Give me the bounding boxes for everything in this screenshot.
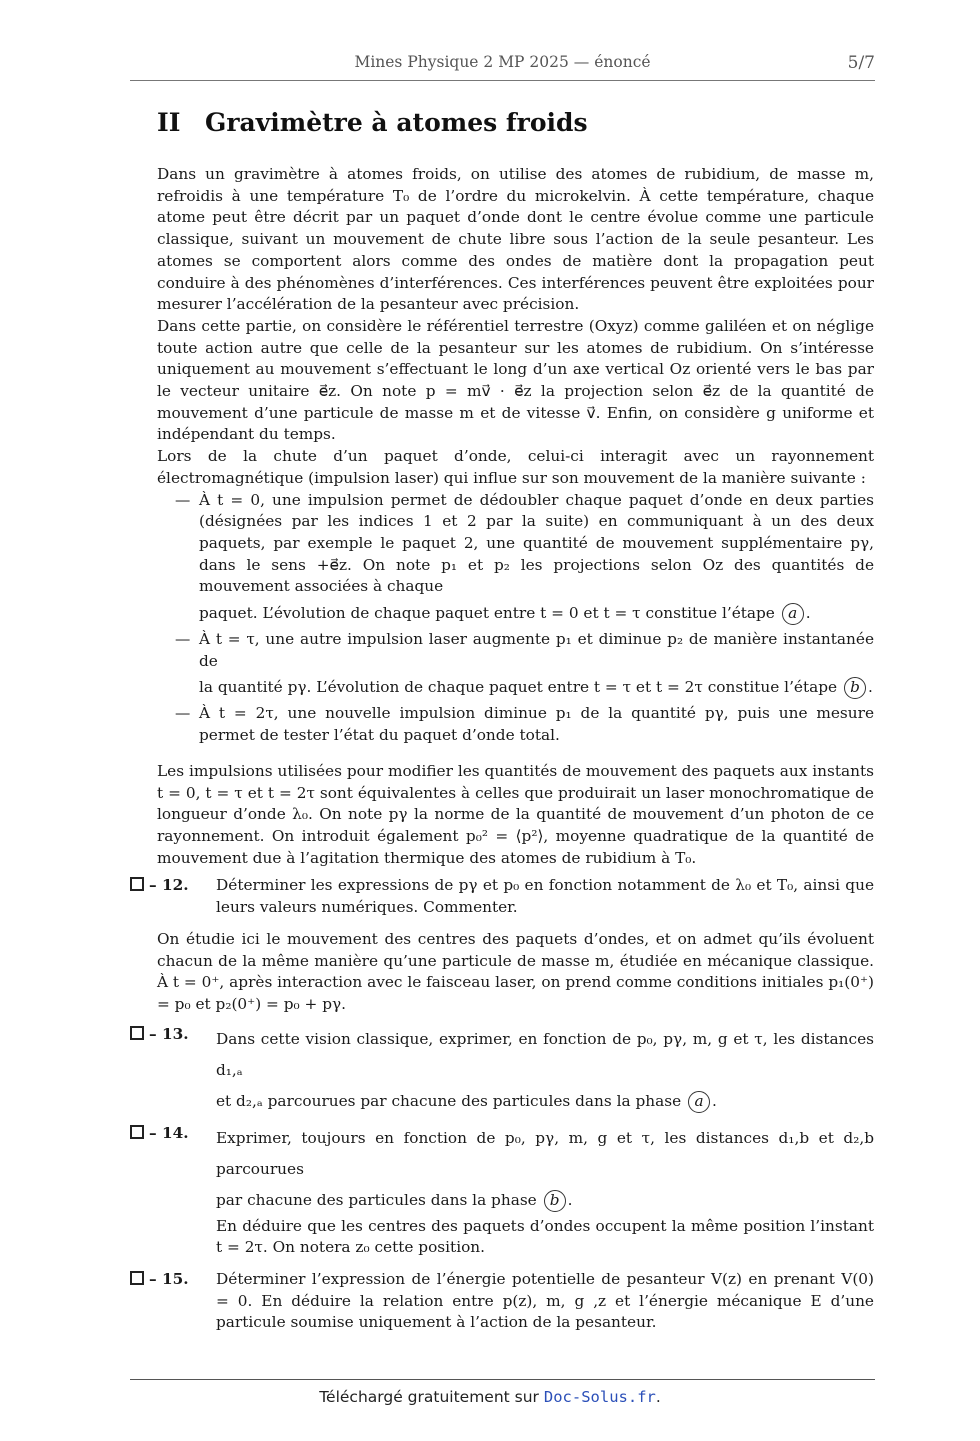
checkbox-icon <box>130 877 144 891</box>
paragraph: Les impulsions utilisées pour modifier les quantités de mouvement des paquets aux instants t = 0, t = τ et t = 2τ sont équivalentes à celles que produirait un laser monochromatique de longueur d’onde λ₀. On note pγ la norme de la quantité de mouvement d’un photon de ce rayonnement. On introduit également p₀² = ⟨p²⟩, moyenne quadratique de la quantité de mouvement due à l’agitation thermique des atomes de rubidium à T₀. <box>157 761 874 867</box>
checkbox-icon <box>130 1271 144 1285</box>
section-body <box>149 164 874 1334</box>
list-item: — À t = 0, une impulsion permet de dédoubler chaque paquet d’onde en deux parties (désignées par les indices 1 et 2 par la suite) en communiquant à un des deux paquets, par exemple le paquet 2, une quantité de mouvement supplémentaire pγ, dans le sens +e⃗z. On note p₁ et p₂ les projections selon Oz des quantités de mouvement associées à chaque paquet. L’évolution de chaque paquet entre t = 0 et t = τ constitue l’étape a . <box>157 490 874 630</box>
page-header <box>130 53 875 77</box>
page-footer: Téléchargé gratuitement sur Doc-Solus.fr. <box>319 1388 661 1406</box>
step-marker: b <box>844 677 866 699</box>
section-number: II <box>157 108 181 137</box>
section-title: Gravimètre à atomes froids <box>205 108 588 137</box>
paragraph: Dans cette partie, on considère le référentiel terrestre (Oxyz) comme galiléen et on néglige toute action autre que celle de la pesanteur sur les atomes de rubidium. On s’intéresse uniquement au mouvement s’effectuant le long d’un axe vertical Oz orienté vers le bas par le vecteur unitaire e⃗z. On note p = mv⃗ · e⃗z la projection selon e⃗z de la quantité de mouvement d’une particule de masse m et de vitesse v⃗. Enfin, on considère g uniforme et indépendant du temps. <box>157 316 874 444</box>
step-marker: b <box>544 1190 566 1212</box>
paragraph: On étudie ici le mouvement des centres des paquets d’ondes, et on admet qu’ils évoluent chacun de la même manière qu’une particule de masse m, étudiée en mécanique classique. À t = 0⁺, après interaction avec le faisceau laser, on prend comme conditions initiales p₁(0⁺) = p₀ et p₂(0⁺) = p₀ + pγ. <box>157 929 874 1013</box>
step-marker: a <box>782 603 804 625</box>
checkbox-icon <box>130 1125 144 1139</box>
page-number: 5/7 <box>847 53 875 73</box>
section-heading <box>157 108 588 137</box>
doc-solus-link[interactable]: Doc-Solus.fr <box>543 1388 656 1406</box>
list-item: — À t = 2τ, une nouvelle impulsion diminue p₁ de la quantité pγ, puis une mesure permet de tester l’état du paquet d’onde total. <box>175 704 874 745</box>
question-13: – 13. Dans cette vision classique, exprimer, en fonction de p₀, pγ, m, g et τ, les distances d₁,ₐ et d₂,ₐ parcourues par chacune des particules dans la phase a . <box>130 1024 874 1117</box>
checkbox-icon <box>130 1026 144 1040</box>
pulse-list <box>157 490 874 747</box>
header-rule <box>130 80 875 81</box>
footer-rule <box>130 1379 875 1380</box>
header-title: Mines Physique 2 MP 2025 — énoncé <box>354 53 651 71</box>
list-item: — À t = τ, une autre impulsion laser augmente p₁ et diminue p₂ de manière instantanée de la quantité pγ. L’évolution de chaque paquet entre t = τ et t = 2τ constitue l’étape b . <box>157 629 874 703</box>
step-marker: a <box>688 1091 710 1113</box>
question-15: – 15. Déterminer l’expression de l’énergie potentielle de pesanteur V(z) en prenant V(0) = 0. En déduire la relation entre p(z), m, g ,z et l’énergie mécanique E d’une particule soumise uniquement à l’action de la pesanteur. <box>130 1269 874 1334</box>
question-12: – 12. Déterminer les expressions de pγ et p₀ en fonction notamment de λ₀ et T₀, ainsi que leurs valeurs numériques. Commenter. <box>130 875 874 918</box>
paragraph: Dans un gravimètre à atomes froids, on utilise des atomes de rubidium, de masse m, refroidis à une température T₀ de l’ordre du microkelvin. À cette température, chaque atome peut être décrit par un paquet d’onde dont le centre évolue comme une particule classique, suivant un mouvement de chute libre sous l’action de la seule pesanteur. Les atomes se comportent alors comme des ondes de matière dont la propagation peut conduire à des phénomènes d’interférences. Ces interférences peuvent être exploitées pour mesurer l’accélération de la pesanteur avec précision. <box>157 165 874 314</box>
paragraph: Lors de la chute d’un paquet d’onde, celui-ci interagit avec un rayonnement électromagnétique (impulsion laser) qui influe sur son mouvement de la manière suivante : <box>157 447 874 487</box>
question-14: – 14. Exprimer, toujours en fonction de p₀, pγ, m, g et τ, les distances d₁,b et d₂,b parcourues par chacune des particules dans la phase b . En déduire que les centres des paquets d’ondes occupent la même position l’instant t = 2τ. On notera z₀ cette position. <box>130 1123 874 1259</box>
